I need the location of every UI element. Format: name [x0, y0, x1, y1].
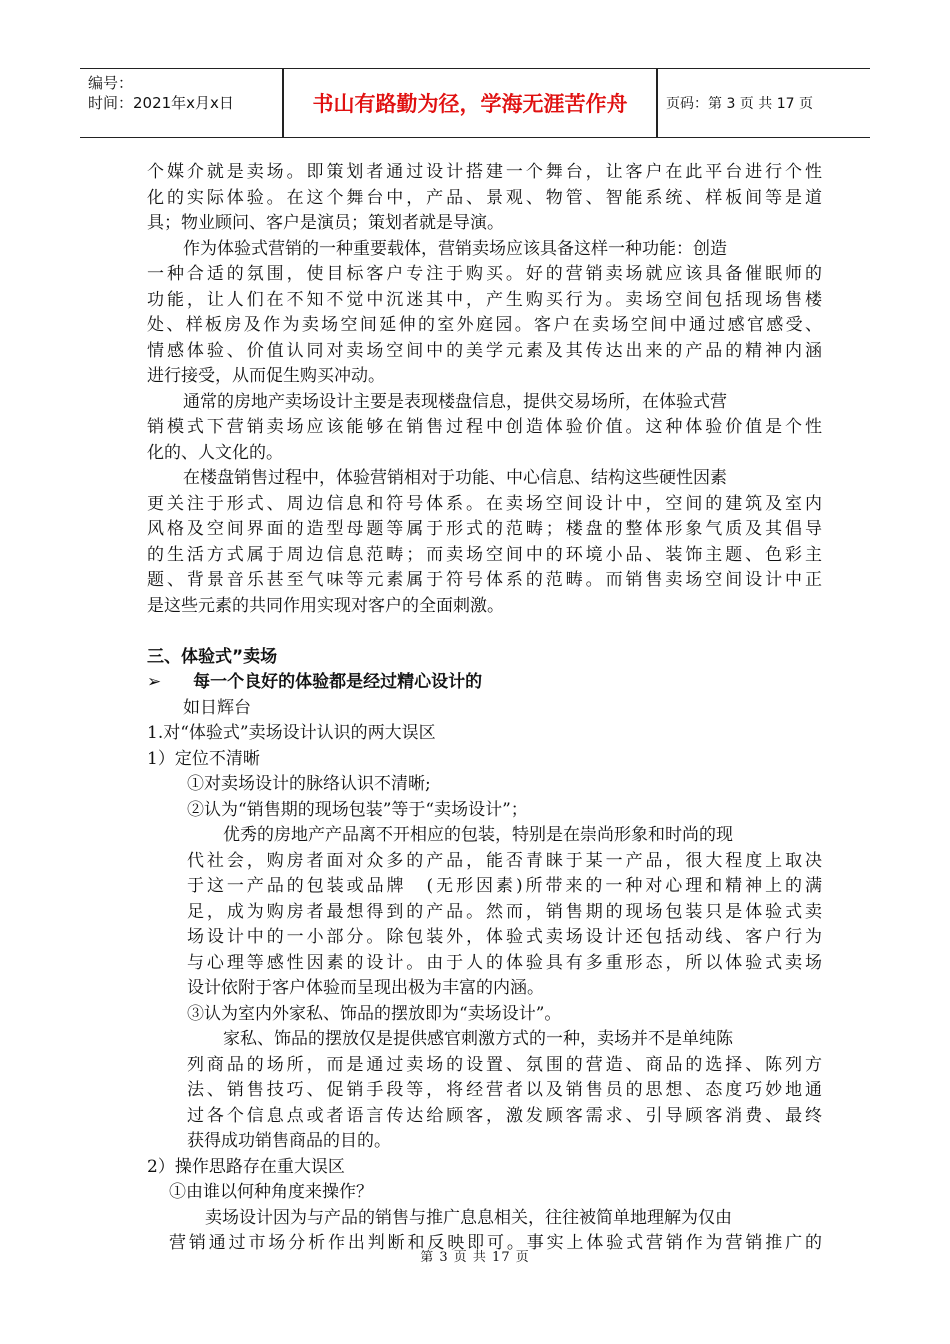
text-line: 更关注于形式、周边信息和符号体系。在卖场空间设计中，空间的建筑及室内 — [147, 493, 822, 514]
arrow-bullet-icon: ➢ — [147, 672, 162, 692]
code-label: 编号： — [88, 74, 134, 92]
text-line: 风格及空间界面的造型母题等属于形式的范畴；楼盘的整体形象气质及其倡导 — [147, 519, 822, 539]
paragraph — [147, 160, 822, 237]
paragraph — [147, 237, 822, 390]
text-line: 进行接受，从而促生购买冲动。 — [147, 366, 385, 386]
numbered-heading: 1.对“体验式”卖场设计认识的两大误区 — [147, 723, 436, 743]
spacer — [147, 619, 822, 645]
sub-heading: 2）操作思路存在重大误区 — [147, 1156, 345, 1177]
circled-item: ②认为“销售期的现场包装”等于“卖场设计”； — [187, 799, 528, 820]
section-heading: 三、体验式”卖场 — [147, 646, 278, 667]
text-line: 法、销售技巧、促销手段等，将经营者以及销售员的思想、态度巧妙地通 — [187, 1080, 822, 1100]
text-line: 具；物业顾问、客户是演员；策划者就是导演。 — [147, 213, 504, 233]
sub-heading: 1）定位不清晰 — [147, 748, 260, 769]
text-line: 于这一产品的包装或品牌 (无形因素)所带来的一种对心理和精神上的满 — [187, 876, 822, 896]
text-line: 设计依附于客户体验而呈现出极为丰富的内涵。 — [187, 978, 544, 998]
text-line: 的生活方式属于周边信息范畴；而卖场空间中的环境小品、装饰主题、色彩主 — [147, 544, 822, 565]
circled-item: ①对卖场设计的脉络认识不清晰; — [187, 774, 431, 794]
text-line: 在楼盘销售过程中，体验营销相对于功能、中心信息、结构这些硬性因素 — [183, 468, 727, 488]
text-line: 是这些元素的共同作用实现对客户的全面刺激。 — [147, 595, 504, 616]
text-line: 家私、饰品的摆放仅是提供感官刺激方式的一种，卖场并不是单纯陈 — [223, 1029, 733, 1049]
text-line: 销模式下营销卖场应该能够在销售过程中创造体验价值。这种体验价值是个性 — [147, 417, 822, 437]
page-header — [80, 68, 870, 138]
text-line: 化的实际体验。在这个舞台中，产品、景观、物管、智能系统、样板间等是道 — [147, 187, 822, 208]
text-line: 代社会，购房者面对众多的产品，能否青睐于某一产品，很大程度上取决 — [187, 850, 822, 871]
circled-item: ①由谁以何种角度来操作？ — [169, 1182, 373, 1202]
text-line: 场设计中的一小部分。除包装外，体验式卖场设计还包括动线、客户行为 — [187, 927, 822, 947]
text-line: 化的、人文化的。 — [147, 442, 283, 463]
paragraph — [147, 390, 822, 467]
text-line: 优秀的房地产产品离不开相应的包装，特别是在崇尚形象和时尚的现 — [223, 825, 733, 845]
text-line: 功能，让人们在不知不觉中沉迷其中，产生购买行为。卖场空间包括现场售楼 — [147, 289, 822, 310]
text-line: 作为体验式营销的一种重要载体，营销卖场应该具备这样一种功能：创造 — [183, 238, 727, 259]
page-footer: 第 3 页 共 17 页 — [420, 1250, 530, 1265]
text-line: 个媒介就是卖场。即策划者通过设计搭建一个舞台，让客户在此平台进行个性 — [147, 162, 822, 182]
bullet-item — [147, 670, 822, 696]
header-meta — [88, 73, 234, 113]
text-line: 通常的房地产卖场设计主要是表现楼盘信息，提供交易场所，在体验式营 — [183, 391, 727, 412]
text-line: 获得成功销售商品的目的。 — [187, 1131, 391, 1151]
time-label: 时间：2021年x月x日 — [88, 94, 234, 112]
subtitle: 如日辉台 — [183, 697, 251, 718]
document-body — [147, 160, 822, 1257]
paragraph — [147, 466, 822, 619]
text-line: 卖场设计因为与产品的销售与推广息息相关，往往被简单地理解为仅由 — [205, 1207, 732, 1228]
text-line: 题、背景音乐甚至气味等元素属于符号体系的范畴。而销售卖场空间设计中正 — [147, 570, 822, 590]
text-line: 列商品的场所，而是通过卖场的设置、氛围的营造、商品的选择、陈列方 — [187, 1054, 822, 1075]
text-line: 营销通过市场分析作出判断和反映即可。事实上体验式营销作为营销推广的 — [169, 1233, 822, 1253]
bullet-text: 每一个良好的体验都是经过精心设计的 — [193, 672, 483, 692]
text-line: 处、样板房及作为卖场空间延伸的室外庭园。客户在卖场空间中通过感官感受、 — [147, 315, 822, 335]
header-page-info: 页码：第 3 页 共 17 页 — [666, 96, 813, 112]
header-divider — [656, 69, 658, 137]
header-motto: 书山有路勤为径，学海无涯苦作舟 — [312, 92, 628, 116]
text-line: 过各个信息点或者语言传达给顾客，激发顾客需求、引导顾客消费、最终 — [187, 1105, 822, 1126]
text-line: 一种合适的氛围，使目标客户专注于购买。好的营销卖场就应该具备催眠师的 — [147, 264, 822, 284]
text-line: 足，成为购房者最想得到的产品。然而，销售期的现场包装只是体验式卖 — [187, 901, 822, 922]
text-line: 情感体验、价值认同对卖场空间中的美学元素及其传达出来的产品的精神内涵 — [147, 340, 822, 361]
text-line: 与心理等感性因素的设计。由于人的体验具有多重形态，所以体验式卖场 — [187, 952, 822, 973]
circled-item: ③认为室内外家私、饰品的摆放即为“卖场设计”。 — [187, 1003, 562, 1024]
paragraph — [147, 823, 822, 1002]
paragraph — [147, 1027, 822, 1155]
